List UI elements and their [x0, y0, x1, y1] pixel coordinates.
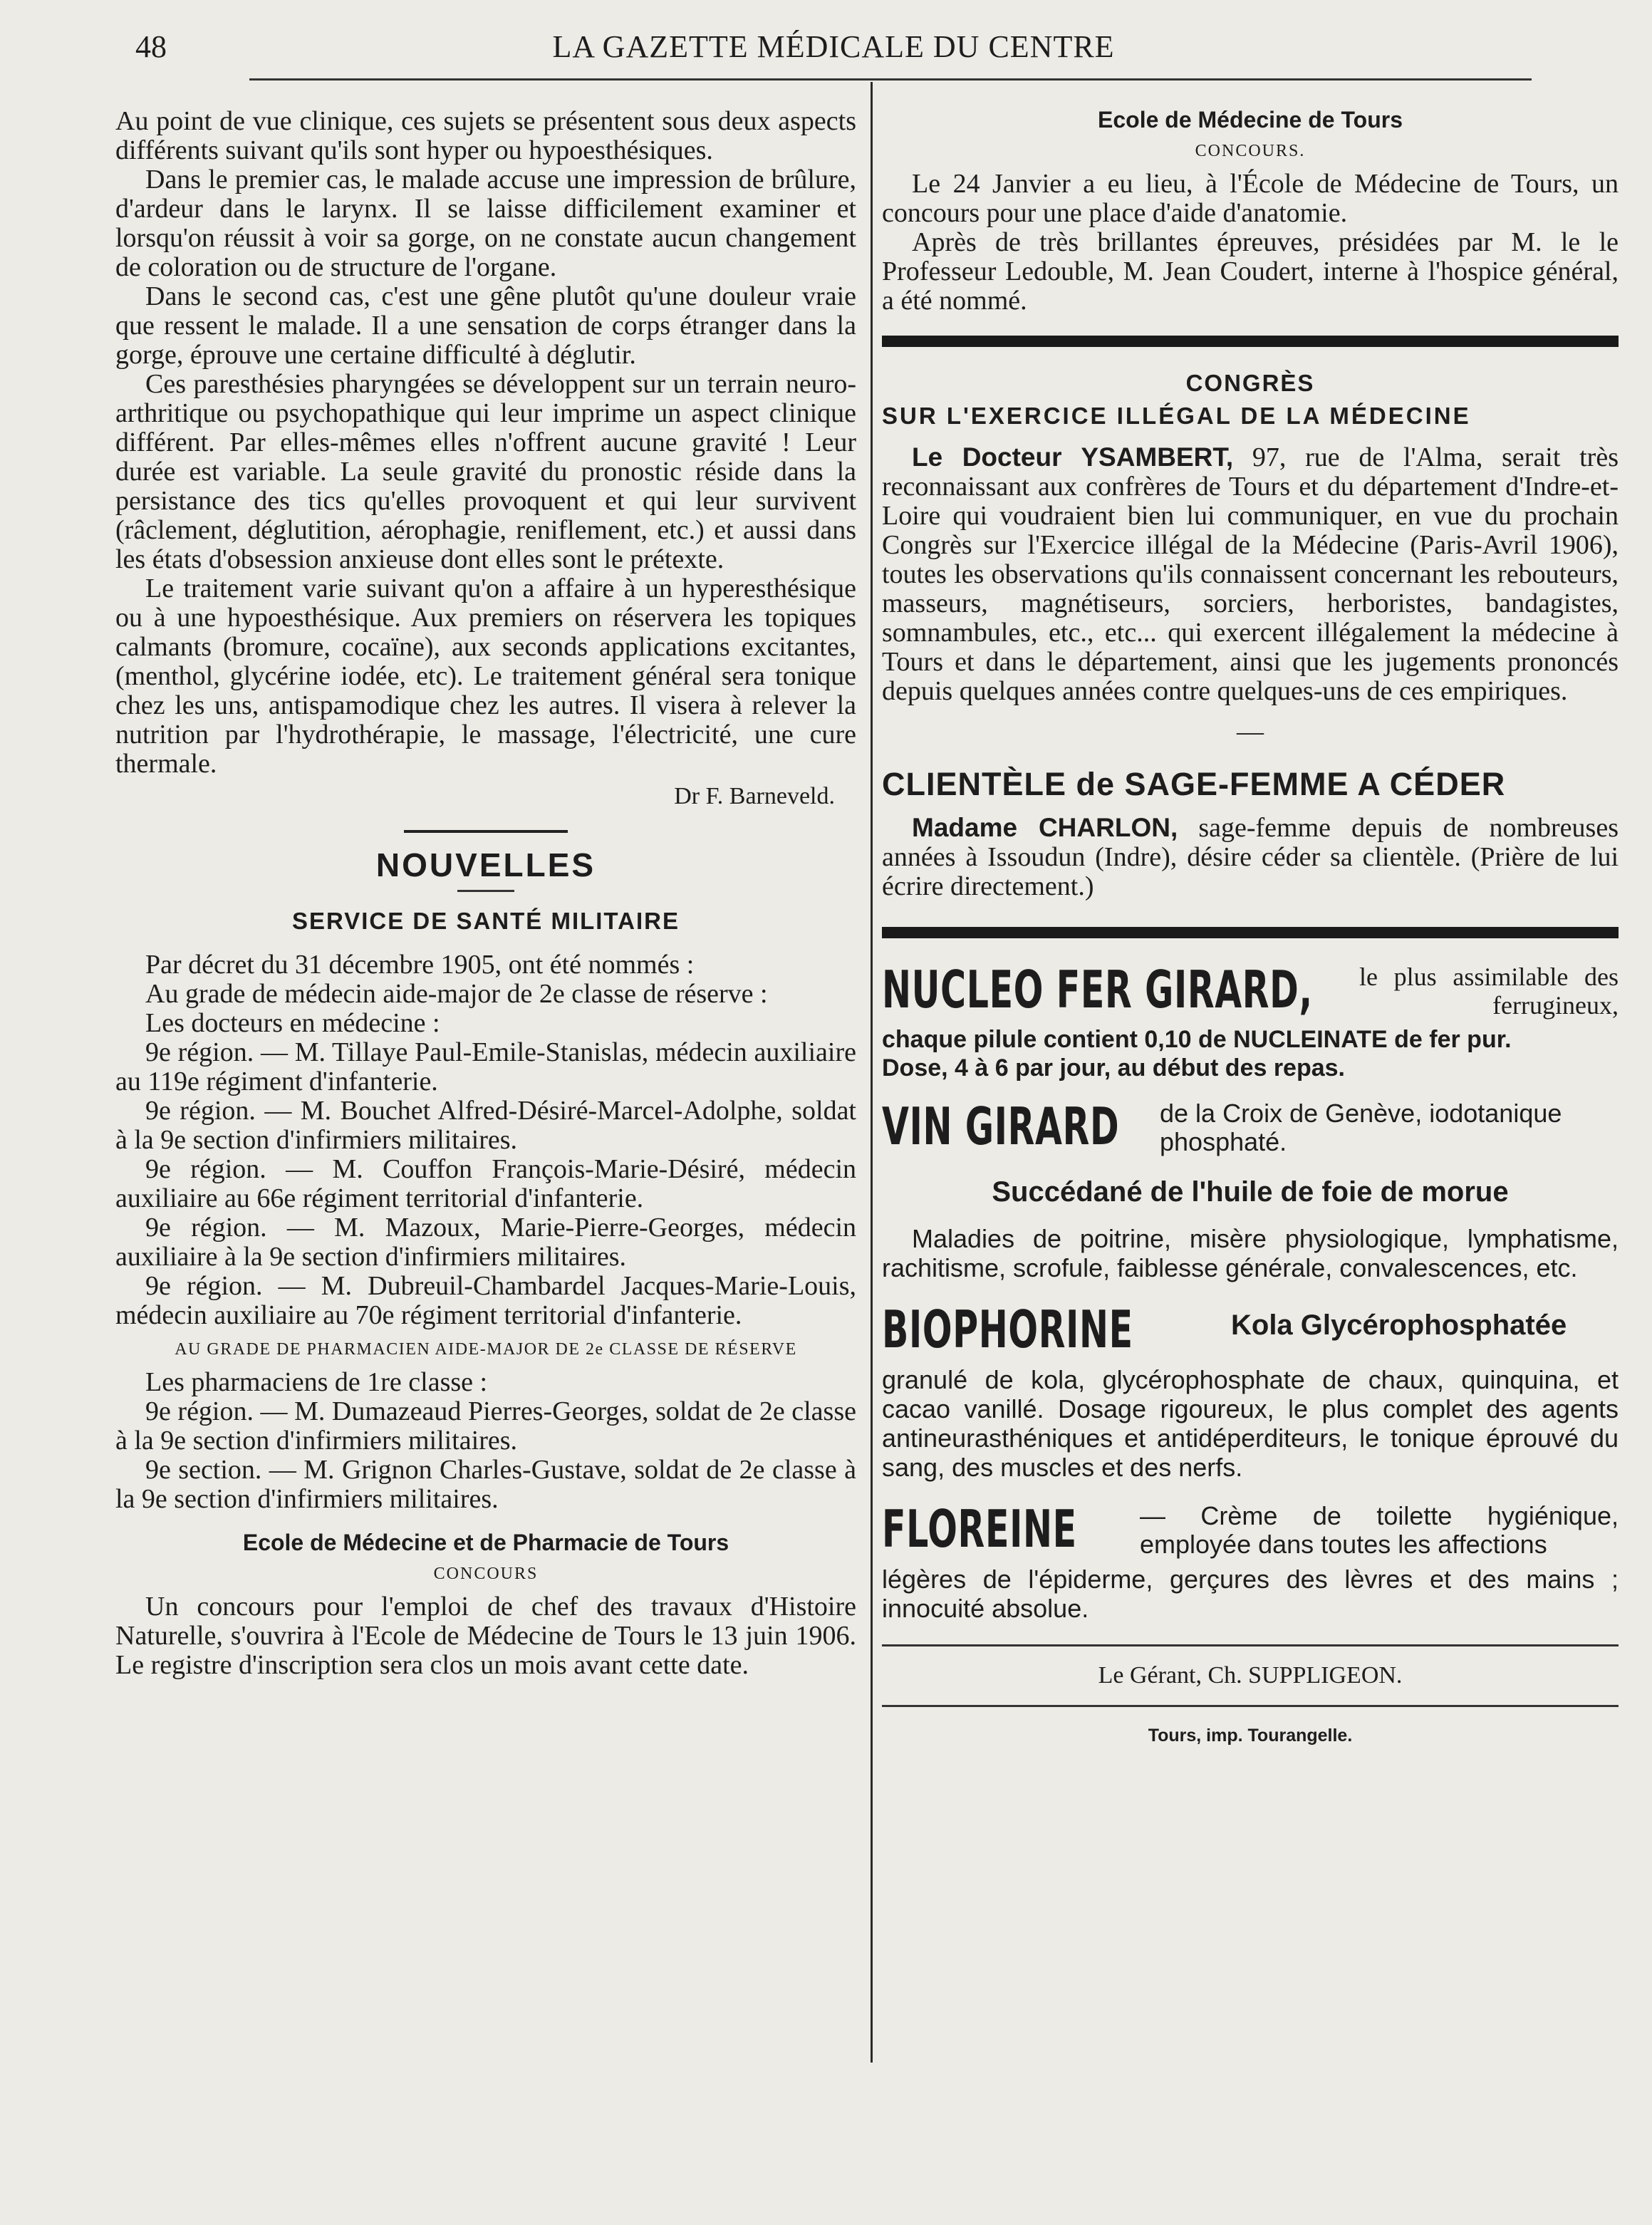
nomination-item: 9e section. — M. Grignon Charles-Gustave, soldat de 2e classe à la 9e section d'infirmiers militaires. [115, 1455, 856, 1514]
footer-rule [882, 1705, 1619, 1707]
clientele-heading: CLIENTÈLE de SAGE-FEMME A CÉDER [882, 766, 1506, 802]
imprint-line: Tours, imp. Tourangelle. [1148, 1726, 1353, 1746]
page-header [135, 28, 1532, 71]
nomination-item: 9e région. — M. Tillaye Paul-Emile-Stanislas, médecin auxiliaire au 119e régiment d'infanterie. [115, 1037, 856, 1096]
ecole-heading: Ecole de Médecine de Tours [1098, 107, 1403, 133]
ad-vin-subtitle: Succédané de l'huile de foie de morue [992, 1176, 1509, 1208]
section-rule [457, 890, 514, 892]
article-signature: Dr F. Barneveld. [674, 783, 835, 809]
pharmacien-heading: AU GRADE DE PHARMACIEN AIDE-MAJOR DE 2e CLASSE DE RÉSERVE [175, 1340, 797, 1359]
gazette-title: LA GAZETTE MÉDICALE DU CENTRE [552, 29, 1115, 64]
article-paragraph: Le traitement varie suivant qu'on a affaire à un hyperesthésique ou à une hypoesthésique. Aux premiers on réservera les topiques calmants (bromure, cocaïne), aux seconds applications excitantes, (menthol, glycérine iodée, etc). Le traitement général sera tonique chez les uns, antispamodique chez les autres. Il visera à relever la nutrition par l'hydrothérapie, le massage, l'électricité, une cure thermale. [115, 574, 856, 779]
congres-subheading: SUR L'EXERCICE ILLÉGAL DE LA MÉDECINE [882, 403, 1471, 429]
congres-text: 97, rue de l'Alma, serait très reconnaissant aux confrères de Tours et du département d'Indre-et-Loire qui voudraient bien lui communiquer, en vue du prochain Congrès sur l'Exercice illégal de la Médecine (Paris-Avril 1906), toutes les observations qu'ils connaissent concernant les rebouteurs, masseurs, magnétiseurs, sorciers, herboristes, bandagistes, somnambules, etc., etc... qui exercent illégalement la médecine à Tours et dans le département, ainsi que les jugements prononcés depuis quelques années contre quelques-uns de ces empiriques. [882, 442, 1619, 706]
ad-nucleo-line2: Dose, 4 à 6 par jour, au début des repas. [882, 1054, 1346, 1082]
concours-heading: CONCOURS [433, 1565, 539, 1583]
nomination-item: 9e région. — M. Mazoux, Marie-Pierre-Georges, médecin auxiliaire à la 9e section d'infirmiers militaires. [115, 1213, 856, 1272]
ad-bio-name: BIOPHORINE [882, 1300, 1133, 1359]
article-paragraph: Au point de vue clinique, ces sujets se présentent sous deux aspects différents suivant qu'ils sont hyper ou hypoesthésiques. [115, 106, 856, 165]
ad-bio-text: granulé de kola, glycérophosphate de chaux, quinquina, et cacao vanillé. Dosage rigoureux, le plus complet des agents antineurasthéniques et antidéperditeurs, le tonique éprouvé du sang, des muscles et des nerfs. [882, 1365, 1619, 1482]
sante-militaire-heading: SERVICE DE SANTÉ MILITAIRE [291, 908, 680, 934]
clientele-lead: Madame CHARLON, [912, 813, 1178, 842]
ad-nucleo-line1: chaque pilule contient 0,10 de NUCLEINATE de fer pur. [882, 1026, 1512, 1053]
ad-flor-text: légères de l'épiderme, gerçures des lèvres et des mains ; innocuité absolue. [882, 1565, 1619, 1623]
nomination-item: 9e région. — M. Dumazeaud Pierres-Georges, soldat de 2e classe à la 9e section d'infirmiers militaires. [115, 1396, 856, 1456]
nomination-item: 9e région. — M. Bouchet Alfred-Désiré-Marcel-Adolphe, soldat à la 9e section d'infirmiers militaires. [115, 1096, 856, 1155]
clientele-text: sage-femme depuis de nombreuses années à Issoudun (Indre), désire céder sa clientèle. (Prière de lui écrire directement.) [882, 813, 1619, 901]
nouvelles-heading: NOUVELLES [375, 846, 596, 883]
congres-heading: CONGRÈS [1185, 370, 1315, 396]
nomination-item: 9e région. — M. Dubreuil-Chambardel Jacques-Marie-Louis, médecin auxiliaire au 70e régiment territorial d'infanterie. [115, 1271, 856, 1330]
ad-floreine [882, 1500, 1619, 1565]
pharmaciens-label: Les pharmaciens de 1re classe : [145, 1367, 488, 1397]
gerant-line: Le Gérant, Ch. SUPPLIGEON. [1098, 1662, 1403, 1689]
nomination-item: 9e région. — M. Couffon François-Marie-Désiré, médecin auxiliaire au 66e régiment territorial d'infanterie. [115, 1154, 856, 1213]
column-divider [871, 82, 873, 2063]
ecole-paragraph: Après de très brillantes épreuves, présidées par M. le le Professeur Ledouble, M. Jean Coudert, interne à l'hospice général, a été nommé. [882, 227, 1619, 316]
separator: — [1237, 717, 1264, 747]
section-bar [882, 927, 1619, 938]
ecole-pharmacie-heading: Ecole de Médecine et de Pharmacie de Tours [242, 1530, 729, 1555]
ad-vin-side: de la Croix de Genève, iodotanique phosphaté. [1160, 1099, 1562, 1156]
article-paragraph: Ces paresthésies pharyngées se développent sur un terrain neuro-arthritique ou psychopathique qui leur imprime un aspect clinique différent. Par elles-mêmes elles n'offrent aucune gravité ! Leur durée est variable. La seule gravité du pronostic réside dans la persistance des tics qu'elles provoquent et qui leur survivent (râclement, déglutition, aérophagie, reniflement, etc.) et aussi dans les états d'obsession anxieuse dont elles sont le prétexte. [115, 369, 856, 574]
ad-nucleo-side: le plus assimilable des ferrugineux, [1359, 963, 1619, 1020]
article-paragraph: Dans le second cas, c'est une gêne plutôt qu'une douleur vraie que ressent le malade. Il a une sensation de corps étranger dans la gorge, éprouve une certaine difficulté à déglutir. [115, 281, 856, 370]
header-rule [249, 78, 1532, 81]
right-column [882, 107, 1619, 1746]
section-rule [404, 830, 568, 833]
ad-vin-name: VIN GIRARD [882, 1096, 1120, 1156]
ad-bio-side: Kola Glycérophosphatée [1231, 1309, 1567, 1341]
ad-flor-name: FLOREINE [882, 1499, 1077, 1559]
concours-text: Un concours pour l'emploi de chef des travaux d'Histoire Naturelle, s'ouvrira à l'Ecole de Médecine de Tours le 13 juin 1906. Le registre d'inscription sera clos un mois avant cette date. [115, 1592, 856, 1680]
left-column [115, 107, 856, 1680]
page-number: 48 [135, 29, 167, 64]
ad-nucleo-name: NUCLEO FER GIRARD, [882, 960, 1313, 1020]
grade-medecin-text: Au grade de médecin aide-major de 2e classe de réserve : [145, 979, 768, 1009]
congres-lead: Le Docteur YSAMBERT, [912, 442, 1234, 472]
ad-vin [882, 1098, 1619, 1162]
decret-text: Par décret du 31 décembre 1905, ont été nommés : [145, 950, 695, 980]
docteurs-label: Les docteurs en médecine : [145, 1008, 440, 1038]
concours-heading: CONCOURS. [1195, 142, 1306, 160]
article-paragraph: Dans le premier cas, le malade accuse une impression de brûlure, d'ardeur dans le larynx. Il se laisse difficilement examiner et lorsqu'on réussit à voir sa gorge, on ne constate aucun changement de coloration ou de structure de l'organe. [115, 165, 856, 282]
ad-flor-side: — Crème de toilette hygiénique, employée dans toutes les affections [1140, 1501, 1619, 1559]
clientele-paragraph [882, 813, 1619, 901]
ecole-paragraph: Le 24 Janvier a eu lieu, à l'École de Médecine de Tours, un concours pour une place d'aide d'anatomie. [882, 169, 1619, 228]
ad-biophorine [882, 1301, 1619, 1365]
ad-nucleo [882, 961, 1619, 1025]
ad-vin-text: Maladies de poitrine, misère physiologique, lymphatisme, rachitisme, scrofule, faiblesse générale, convalescences, etc. [882, 1224, 1619, 1282]
footer-rule [882, 1644, 1619, 1646]
congres-paragraph [882, 442, 1619, 706]
section-bar [882, 336, 1619, 347]
